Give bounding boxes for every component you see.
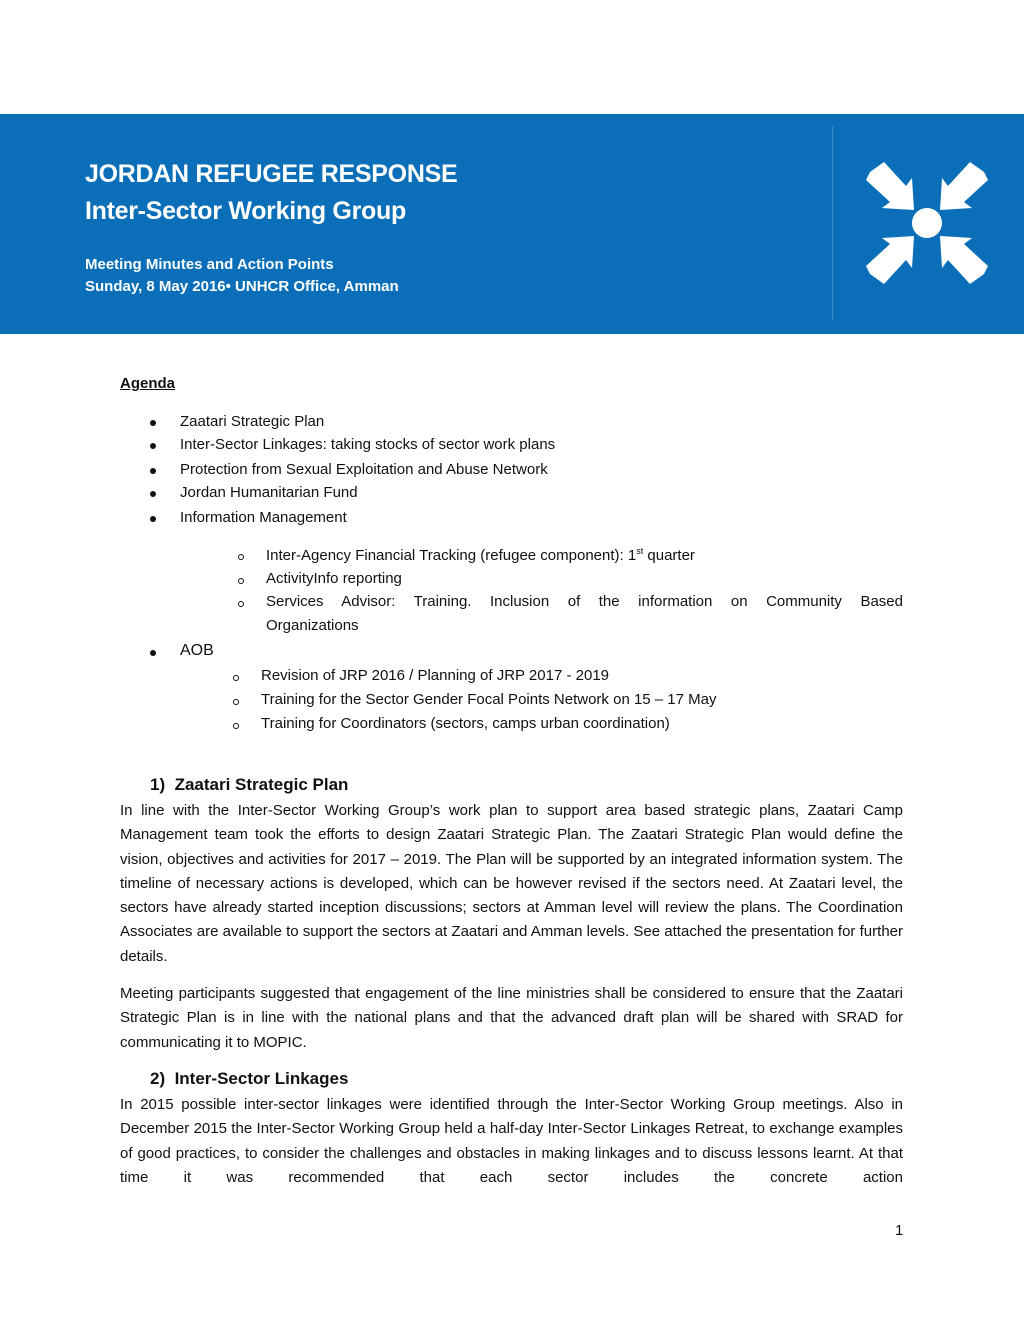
section-paragraph: Meeting participants suggested that engagement of the line ministries shall be considered to ensure that the Zaatari Strategic Plan is in line with the national plans and that the advanced draft plan will be shared with SRAD for communicating it to MOPIC. (120, 985, 903, 1051)
meeting-type: Meeting Minutes and Action Points (85, 256, 334, 273)
bullet-dot (150, 491, 156, 497)
agenda-item-aob: AOB (180, 642, 214, 659)
sub-bullet (233, 699, 239, 705)
agenda-subitem-continued: Organizations (266, 617, 359, 634)
bullet-dot (150, 650, 156, 656)
document-title: JORDAN REFUGEE RESPONSE (85, 160, 458, 188)
sub-bullet (238, 601, 244, 607)
agenda-subitem: Inter-Agency Financial Tracking (refugee component): 1st quarter (266, 546, 695, 564)
section-paragraph: In line with the Inter-Sector Working Group’s work plan to support area based strategic plans, Zaatari Camp Management team took the efforts to design Zaatari Strategic Plan. The Zaatari Strategic Plan would define the vision, objectives and activities for 2017 – 2019. The Plan will be supported by an integrated information system. The timeline of necessary actions is developed, which can be however revised if the sectors need. At Zaatari level, the sectors have already started inception discussions; sectors at Amman level will review the plans. The Coordination Associates are available to support the sectors at Zaatari and Amman levels. See attached the presentation for further details. (120, 802, 903, 965)
agenda-heading: Agenda (120, 375, 176, 392)
agenda-subitem: ActivityInfo reporting (266, 570, 402, 587)
aob-subitem: Training for Coordinators (sectors, camps urban coordination) (261, 715, 670, 732)
bullet-dot (150, 420, 156, 426)
aob-subitem: Training for the Sector Gender Focal Points Network on 15 – 17 May (261, 691, 717, 708)
section-paragraph: In 2015 possible inter-sector linkages were identified through the Inter-Sector Working Group meetings. Also in December 2015 the Inter-Sector Working Group held a half-day Inter-Sector Linkages Retreat, to exchange examples of good practices, to consider the challenges and obstacles in making linkages and to discuss lessons learnt. At that time it was recommended that each sector includes the concrete action (120, 1096, 903, 1186)
agenda-item: Jordan Humanitarian Fund (180, 484, 358, 501)
arrows-converging-icon (856, 152, 998, 294)
bullet-dot (150, 468, 156, 474)
agenda-item: Information Management (180, 509, 347, 526)
bullet-dot (150, 516, 156, 522)
section-heading: 2) Inter-Sector Linkages (150, 1069, 349, 1088)
meeting-date-location: Sunday, 8 May 2016• UNHCR Office, Amman (85, 278, 399, 295)
sub-bullet (238, 554, 244, 560)
sub-bullet (233, 723, 239, 729)
sub-bullet (238, 578, 244, 584)
banner-divider (832, 126, 833, 320)
document-subtitle: Inter-Sector Working Group (85, 197, 406, 225)
agenda-item: Protection from Sexual Exploitation and Abuse Network (180, 461, 548, 478)
aob-subitem: Revision of JRP 2016 / Planning of JRP 2017 - 2019 (261, 667, 610, 684)
section-heading: 1) Zaatari Strategic Plan (150, 775, 349, 794)
agenda-item: Inter-Sector Linkages: taking stocks of sector work plans (180, 436, 556, 453)
agenda-item: Zaatari Strategic Plan (180, 413, 325, 430)
page-number: 1 (895, 1222, 904, 1239)
sub-bullet (233, 675, 239, 681)
bullet-dot (150, 443, 156, 449)
agenda-subitem: Services Advisor: Training. Inclusion of the information on Community Based (266, 593, 903, 610)
